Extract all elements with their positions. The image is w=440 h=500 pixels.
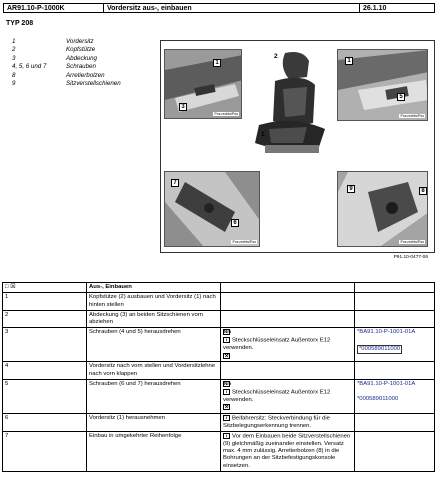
table-row: 7 Einbau in umgekehrter Reihenfolge i Vor dem Einbauen beide Sitzverstellschienen (9) gleichmäßig zueinander einstellen. Versatz max. 4 mm zulässig. Arretierbolzen (8) in die Bohrungen an der Sitzbefestigungskonsole einsetzen. <box>3 431 435 471</box>
torque-reference-link[interactable]: *BA91.10-P-1001-01A <box>357 380 416 387</box>
table-header-row <box>3 283 435 293</box>
tool-reference-link[interactable]: *000589011000 <box>357 396 399 403</box>
doc-title: Vordersitz aus-, einbauen <box>104 4 360 12</box>
callout-8: 8 <box>419 187 427 195</box>
table-row: 5 Schrauben (6 und 7) herausdrehen Nm i Steckschlüsseleinsatz Außentorx E12 verwenden. ⚒ *BA91.10-P-1001-01A *000589011000 <box>3 379 435 413</box>
type-label: TYP 208 <box>6 20 34 27</box>
photo-tag: Pos.rechts/Pos <box>232 240 256 244</box>
table-heading: Aus-, Einbauen <box>87 283 221 293</box>
table-row: 2 Abdeckung (3) an beiden Sitzschienen vorn abziehen <box>3 310 435 328</box>
legend-item: 1 Vordersitz <box>12 38 94 45</box>
figure-number: P91.10-0477-06 <box>393 255 428 260</box>
legend-item: 3 Abdeckung <box>12 54 97 62</box>
table-row: 4 Vordersitz nach vorn stellen und Vordersitzlehne nach vorn klappen <box>3 362 435 380</box>
callout-2: 2 <box>274 53 278 60</box>
callout-1c: 1 <box>345 57 353 65</box>
tool-icon: ⚒ <box>224 403 229 409</box>
torque-icon: Nm <box>224 380 232 386</box>
info-icon: i <box>223 337 230 343</box>
tools-icon: ☒ <box>10 284 16 290</box>
doc-date: 26.1.10 <box>363 5 387 12</box>
callout-6: 6 <box>231 219 239 227</box>
photo-seat <box>245 45 333 165</box>
photo-tag: Pos.rechts/Pos <box>400 240 424 244</box>
legend-item: 8 Arretierbolzen <box>12 71 105 79</box>
info-icon: i <box>223 415 230 421</box>
callout-3: 3 <box>179 103 187 111</box>
doc-id: AR91.10-P-1000K <box>4 4 104 12</box>
callout-9: 9 <box>347 185 355 193</box>
callout-7: 7 <box>171 179 179 187</box>
photo-tag: Pos.rechts/Pos <box>400 114 424 118</box>
info-icon: i <box>223 389 230 395</box>
photo-seat-rail-front <box>164 49 242 119</box>
callout-1: 1 <box>213 59 221 67</box>
photo-tag: Pos.rechts/Pos <box>214 112 238 116</box>
torque-reference-link[interactable]: *BA91.10-P-1001-01A <box>357 329 416 336</box>
table-row: 6 Vordersitz (1) herausnehmen i Beifahrersitz: Steckverbindung für die Sitzbelegungserkennung trennen. <box>3 413 435 431</box>
torque-icon: Nm <box>224 329 232 335</box>
legend <box>12 38 162 88</box>
legend-item: 9 Sitzverstellschienen <box>12 79 121 87</box>
info-icon: i <box>223 433 230 439</box>
table-row: 3 Schrauben (4 und 5) herausdrehen Nm i Steckschlüsseleinsatz Außentorx E12 verwenden. ⚒ *BA91.10-P-1001-01A *000589011000 <box>3 328 435 362</box>
tool-icon: ⚒ <box>224 352 229 358</box>
legend-item: 2 Kopfstütze <box>12 46 96 54</box>
illustration-panel <box>160 40 435 253</box>
checkbox-icon: □ <box>5 284 9 290</box>
tool-reference-link[interactable]: *000589011000 <box>357 345 402 354</box>
document-header <box>3 3 435 13</box>
callout-1b: 1 <box>261 131 265 138</box>
photo-locating-pin <box>337 171 428 247</box>
legend-item: 4, 5, 6 und 7 Schrauben <box>12 63 96 71</box>
callout-5: 5 <box>397 93 405 101</box>
table-row: 1 Kopfstütze (2) ausbauen und Vordersitz (1) nach hinten stellen <box>3 293 435 311</box>
procedure-table <box>2 282 435 472</box>
